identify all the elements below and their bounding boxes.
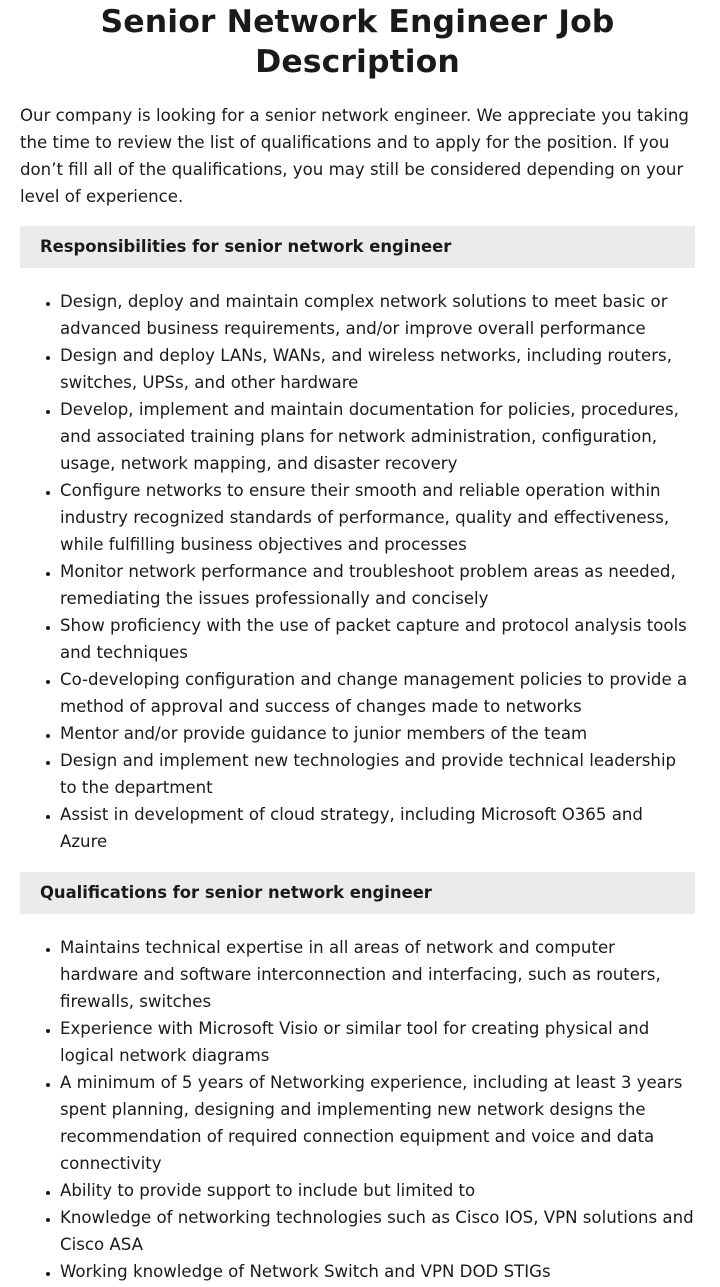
list-item: • Co-developing configuration and change management policies to provide a method of approval and success of changes made to networks [60, 666, 695, 720]
page-title: Senior Network Engineer Job Description [100, 4, 615, 80]
list-item: • Develop, implement and maintain documentation for policies, procedures, and associated training plans for network administration, configuration, usage, network mapping, and disaster recovery [60, 396, 695, 477]
qualifications-list [20, 934, 695, 1285]
list-item: • Ability to provide support to include but limited to [60, 1177, 695, 1204]
intro-paragraph: Our company is looking for a senior network engineer. We appreciate you taking the time to review the list of qualifications and to apply for the position. If you don’t fill all of the qualifications, you may still be considered depending on your level of experience. [20, 106, 689, 206]
list-item: • Show proficiency with the use of packet capture and protocol analysis tools and techniques [60, 612, 695, 666]
list-item: • Monitor network performance and troubleshoot problem areas as needed, remediating the issues professionally and concisely [60, 558, 695, 612]
list-item: • Configure networks to ensure their smooth and reliable operation within industry recognized standards of performance, quality and effectiveness, while fulfilling business objectives and processes [60, 477, 695, 558]
list-item: • Mentor and/or provide guidance to junior members of the team [60, 720, 695, 747]
list-item: • Working knowledge of Network Switch and VPN DOD STIGs [60, 1258, 695, 1285]
list-item: • Design and implement new technologies and provide technical leadership to the department [60, 747, 695, 801]
responsibilities-list [20, 288, 695, 855]
list-item: • Experience with Microsoft Visio or similar tool for creating physical and logical network diagrams [60, 1015, 695, 1069]
qualifications-heading: Qualifications for senior network engineer [20, 872, 695, 914]
list-item: • Knowledge of networking technologies such as Cisco IOS, VPN solutions and Cisco ASA [60, 1204, 695, 1258]
list-item: • A minimum of 5 years of Networking experience, including at least 3 years spent planning, designing and implementing new network designs the recommendation of required connection equipment and voice and data connectivity [60, 1069, 695, 1177]
list-item: • Design, deploy and maintain complex network solutions to meet basic or advanced business requirements, and/or improve overall performance [60, 288, 695, 342]
list-item: • Assist in development of cloud strategy, including Microsoft O365 and Azure [60, 801, 695, 855]
list-item: • Design and deploy LANs, WANs, and wireless networks, including routers, switches, UPSs, and other hardware [60, 342, 695, 396]
list-item: • Maintains technical expertise in all areas of network and computer hardware and software interconnection and interfacing, such as routers, firewalls, switches [60, 934, 695, 1015]
responsibilities-heading: Responsibilities for senior network engineer [20, 226, 695, 268]
